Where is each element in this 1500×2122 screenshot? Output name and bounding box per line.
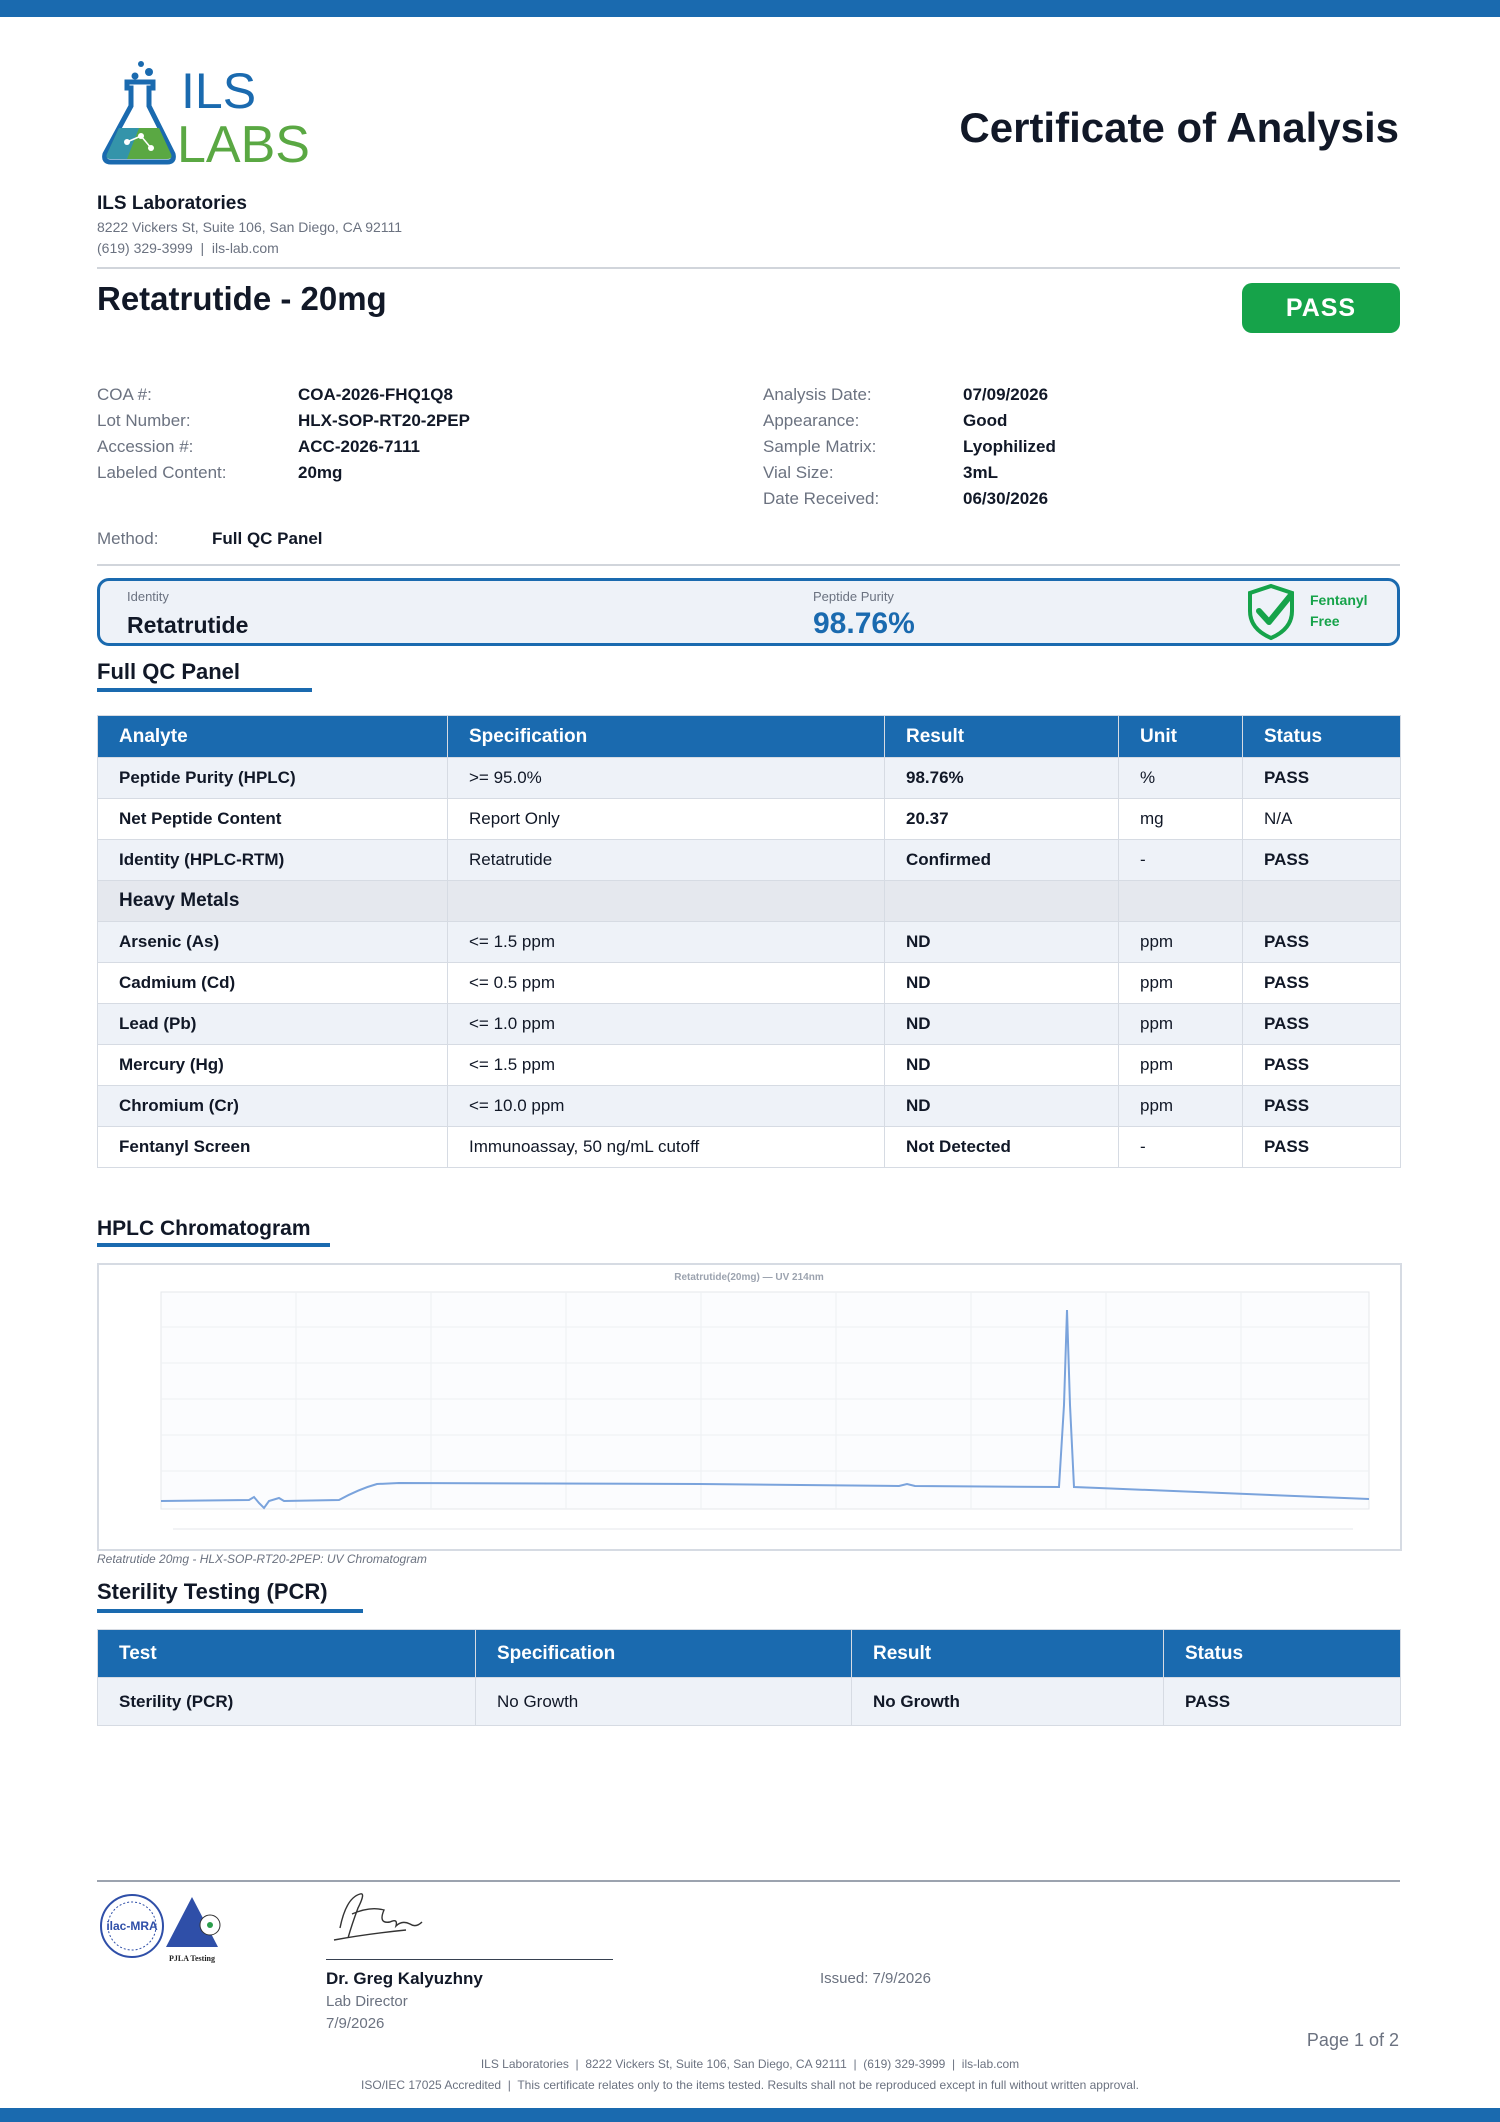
table-row [98, 922, 1401, 963]
status-cell: PASS [1243, 1127, 1401, 1168]
result-cell: Confirmed [885, 840, 1119, 881]
sterility-underline [97, 1609, 363, 1613]
method-divider [97, 564, 1400, 566]
analyte-cell: Identity (HPLC-RTM) [98, 840, 448, 881]
col-header-specification: Specification [476, 1630, 852, 1678]
sample-matrix-label: Sample Matrix: [763, 437, 877, 456]
lab-name: ILS Laboratories [97, 193, 247, 214]
status-cell: PASS [1243, 1004, 1401, 1045]
spec-cell: <= 0.5 ppm [448, 963, 885, 1004]
result-cell: Not Detected [885, 1127, 1119, 1168]
col-header-result: Result [852, 1630, 1164, 1678]
unit-cell [1119, 881, 1243, 922]
identity-caption: Identity [127, 589, 169, 604]
table-row [98, 1127, 1401, 1168]
analyte-cell: Lead (Pb) [98, 1004, 448, 1045]
bottom-accent-bar [0, 2108, 1500, 2122]
chromatogram-chart-title: Retatrutide(20mg) — UV 214nm [674, 1272, 824, 1283]
analyte-cell: Mercury (Hg) [98, 1045, 448, 1086]
col-header-status: Status [1243, 716, 1401, 758]
table-row [98, 799, 1401, 840]
result-cell: 98.76% [885, 758, 1119, 799]
lab-contact: (619) 329-3999 | ils-lab.com [97, 240, 279, 256]
ils-labs-logo [97, 58, 327, 168]
ilac-mra-text: ilac-MRA [106, 1919, 158, 1933]
logo-text-top: ILS [181, 63, 257, 119]
analysis-date-label: Analysis Date: [763, 385, 872, 404]
col-header-analyte: Analyte [98, 716, 448, 758]
col-header-result: Result [885, 716, 1119, 758]
chromatogram-image [97, 1263, 1402, 1551]
status-cell: PASS [1164, 1678, 1401, 1726]
spec-cell: No Growth [476, 1678, 852, 1726]
chromatogram-underline [97, 1243, 330, 1247]
appearance-value: Good [963, 411, 1008, 430]
footer-divider [97, 1880, 1400, 1882]
sample-matrix-value: Lyophilized [963, 437, 1056, 456]
product-name: Retatrutide - 20mg [97, 280, 387, 317]
signer-date: 7/9/2026 [326, 2015, 385, 2032]
footer-address-line: ILS Laboratories | 8222 Vickers St, Suite 106, San Diego, CA 92111 | (619) 329-3999 | ils-lab.com [480, 2057, 1020, 2071]
chromatogram-title: HPLC Chromatogram [97, 1217, 311, 1240]
labeled-content-value: 20mg [298, 463, 343, 482]
unit-cell: ppm [1119, 922, 1243, 963]
analysis-date-value: 07/09/2026 [963, 385, 1049, 404]
result-cell: ND [885, 1045, 1119, 1086]
sterility-title: Sterility Testing (PCR) [97, 1579, 328, 1604]
table-row [98, 963, 1401, 1004]
col-header-unit: Unit [1119, 716, 1243, 758]
table-row [98, 758, 1401, 799]
table-group-row [98, 881, 1401, 922]
shield-check-icon [1244, 583, 1298, 641]
spec-cell [448, 881, 885, 922]
analyte-cell: Peptide Purity (HPLC) [98, 758, 448, 799]
result-cell: ND [885, 1004, 1119, 1045]
spec-cell: <= 1.5 ppm [448, 922, 885, 963]
unit-cell: ppm [1119, 1045, 1243, 1086]
unit-cell: mg [1119, 799, 1243, 840]
accession-value: ACC-2026-7111 [298, 437, 420, 456]
spec-cell: Retatrutide [448, 840, 885, 881]
analyte-cell: Cadmium (Cd) [98, 963, 448, 1004]
analyte-cell: Fentanyl Screen [98, 1127, 448, 1168]
date-received-label: Date Received: [763, 489, 880, 508]
col-header-test: Test [98, 1630, 476, 1678]
unit-cell: - [1119, 840, 1243, 881]
spec-cell: Immunoassay, 50 ng/mL cutoff [448, 1127, 885, 1168]
status-cell [1243, 881, 1401, 922]
fentanyl-free-label-line2: Free [1310, 613, 1340, 629]
spec-cell: Report Only [448, 799, 885, 840]
status-cell: PASS [1243, 963, 1401, 1004]
pjla-text: PJLA Testing [168, 1954, 216, 1963]
unit-cell: - [1119, 1127, 1243, 1168]
status-cell: PASS [1243, 1086, 1401, 1127]
chromatogram-plot [99, 1265, 1400, 1549]
spec-cell: <= 1.5 ppm [448, 1045, 885, 1086]
qc-panel-underline [97, 688, 312, 692]
plot-area [161, 1292, 1369, 1509]
issued-date: Issued: 7/9/2026 [820, 1970, 931, 1987]
overall-status-badge: PASS [1242, 283, 1400, 333]
result-cell: ND [885, 963, 1119, 1004]
table-row [98, 1004, 1401, 1045]
qc-panel-title: Full QC Panel [97, 659, 241, 684]
result-cell: ND [885, 922, 1119, 963]
table-header-row [98, 1630, 1401, 1678]
lot-number-value: HLX-SOP-RT20-2PEP [298, 411, 470, 430]
appearance-label: Appearance: [763, 411, 860, 430]
table-row [98, 840, 1401, 881]
unit-cell: ppm [1119, 1086, 1243, 1127]
unit-cell: % [1119, 758, 1243, 799]
signature-line [326, 1959, 613, 1960]
labeled-content-label: Labeled Content: [97, 463, 227, 482]
col-header-status: Status [1164, 1630, 1401, 1678]
analyte-cell: Arsenic (As) [98, 922, 448, 963]
lab-address: 8222 Vickers St, Suite 106, San Diego, CA 92111 [97, 219, 403, 235]
unit-cell: ppm [1119, 963, 1243, 1004]
spec-cell: <= 1.0 ppm [448, 1004, 885, 1045]
document-title: Certificate of Analysis [959, 104, 1399, 151]
test-cell: Sterility (PCR) [98, 1678, 476, 1726]
signer-title: Lab Director [326, 1993, 408, 2010]
spec-cell: <= 10.0 ppm [448, 1086, 885, 1127]
identity-value: Retatrutide [127, 612, 249, 638]
summary-box [97, 578, 1400, 646]
result-cell: No Growth [852, 1678, 1164, 1726]
sterility-table [97, 1629, 1401, 1726]
status-cell: PASS [1243, 922, 1401, 963]
table-row [98, 1678, 1401, 1726]
method-label: Method: [97, 529, 159, 548]
lot-number-label: Lot Number: [97, 411, 191, 430]
method-value: Full QC Panel [212, 529, 323, 548]
ilac-mra-seal [99, 1893, 165, 1959]
signer-name: Dr. Greg Kalyuzhny [326, 1969, 483, 1988]
pjla-seal [166, 1895, 232, 1975]
signature-image [326, 1888, 436, 1948]
status-cell: PASS [1243, 840, 1401, 881]
vial-size-label: Vial Size: [763, 463, 834, 482]
fentanyl-free-label-line1: Fentanyl [1310, 592, 1368, 608]
header-divider [97, 267, 1400, 269]
result-cell [885, 881, 1119, 922]
spec-cell: >= 95.0% [448, 758, 885, 799]
accession-label: Accession #: [97, 437, 194, 456]
page-number: Page 1 of 2 [1306, 2030, 1399, 2050]
status-cell: PASS [1243, 758, 1401, 799]
top-accent-bar [0, 0, 1500, 17]
footer-disclaimer-line: ISO/IEC 17025 Accredited | This certificate relates only to the items tested. Results shall not be reproduced except in full without written approval. [361, 2078, 1139, 2092]
table-header-row [98, 716, 1401, 758]
analyte-cell: Net Peptide Content [98, 799, 448, 840]
table-row [98, 1086, 1401, 1127]
coa-number-value: COA-2026-FHQ1Q8 [298, 385, 453, 404]
analyte-cell: Chromium (Cr) [98, 1086, 448, 1127]
vial-size-value: 3mL [963, 463, 998, 482]
status-cell: PASS [1243, 1045, 1401, 1086]
coa-number-label: COA #: [97, 385, 152, 404]
group-label-cell: Heavy Metals [98, 881, 448, 922]
purity-caption: Peptide Purity [813, 589, 894, 604]
chromatogram-caption: Retatrutide 20mg - HLX-SOP-RT20-2PEP: UV Chromatogram [97, 1552, 427, 1566]
qc-panel-table [97, 715, 1401, 1168]
table-row [98, 1045, 1401, 1086]
date-received-value: 06/30/2026 [963, 489, 1049, 508]
purity-value: 98.76% [813, 607, 915, 640]
unit-cell: ppm [1119, 1004, 1243, 1045]
result-cell: 20.37 [885, 799, 1119, 840]
status-cell: N/A [1243, 799, 1401, 840]
logo-text-bottom: LABS [177, 116, 310, 168]
col-header-specification: Specification [448, 716, 885, 758]
result-cell: ND [885, 1086, 1119, 1127]
